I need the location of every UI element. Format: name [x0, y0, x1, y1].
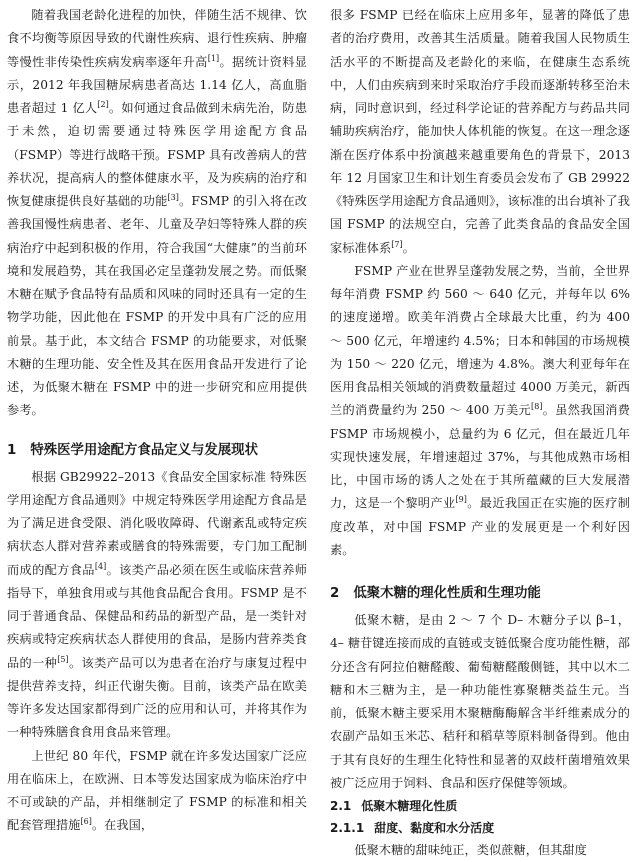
left-column	[7, 4, 307, 838]
section-2-heading	[330, 582, 630, 605]
citation-ref: [7]	[391, 239, 403, 249]
text-run: 。据统计资料显示，2012 年我国糖尿病患者高达 1.14 亿人，高血脂患者超过 1 亿人	[7, 54, 307, 115]
text-run: 上世纪 80 年代，FSMP 就在许多发达国家广泛应用在临床上，在欧洲、日本等发达国家成为临床治疗中不可或缺的产品，并相继制定了 FSMP 的标准和相关配套管理措施	[7, 748, 307, 833]
text-run: 随着我国老龄化进程的加快，伴随生活不规律、饮食不均衡等原因导致的代谢性疾病、退行性疾病、肿瘤等慢性非传染性疾病发病率逐年升高	[7, 8, 307, 69]
citation-ref: [1]	[207, 53, 220, 63]
subsection-number: 2.1	[330, 799, 352, 813]
text-run: 。如何通过食品做到未病先治，防患于未然，迫切需要通过特殊医学用途配方食品（FSMP）等进行战略干预。FSMP 具有改善病人的营养状况，提高病人的整体健康水平，及为疾病的治疗和恢复健康提供良好基础的功能	[7, 101, 307, 208]
text-run: 很多 FSMP 已经在临床上应用多年，显著的降低了患者的治疗费用，改善其生活质量。随着我国人民物质生活水平的不断提高及老龄化的来临，在健康生态系统中，人们由疾病到来时采取治疗手段而逐渐转移至治未病，同时意识到，经过科学论证的营养配方与药品共同辅助疾病治疗，能加快人体机能的恢复。在这一理念逐渐在医疗体系中扮演越来越重要角色的背景下，2013 年 12 月国家卫生和计划生育委员会发布了 GB 29922《特殊医学用途配方食品通则》，该标准的出台填补了我国 FSMP 的法规空白，完善了此类食品的食品安全国家标准体系	[330, 8, 630, 255]
subsection-2-1-1-heading	[330, 817, 630, 839]
continuation-paragraph	[330, 4, 630, 260]
intro-paragraph	[7, 4, 307, 423]
text-run: 。虽然我国消费 FSMP 市场规模小，总量约为 6 亿元，但在最近几年实现快速发展，年增速超过 37%，与其他成熟市场相比，中国市场的诱人之处在于其所蕴藏的巨大发展潜力，这是一个黎明产业	[330, 403, 630, 511]
text-run: 。	[402, 240, 415, 255]
citation-ref: [6]	[80, 817, 92, 827]
citation-ref: [9]	[455, 495, 467, 505]
section-1-paragraph-1	[7, 466, 307, 745]
text-run: 。FSMP 的引入将在改善我国慢性病患者、老年、儿童及孕妇等特殊人群的疾病治疗中起到积极的作用，符合我国“大健康”的当前环境和发展趋势，其在我国必定呈蓬勃发展之势。而低聚木糖在赋予食品特有品质和风味的同时还具有一定的生物学功能，因此他在 FSMP 的开发中具有广泛的应用前景。基于此，本文结合 FSMP 的功能要求，对低聚木糖的生理功能、安全性及其在医用食品开发进行了论述，为低聚木糖在 FSMP 中的进一步研究和应用提供参考。	[7, 194, 307, 418]
subsection-2-1-heading	[330, 795, 630, 817]
section-number: 2	[330, 586, 340, 601]
citation-ref: [5]	[57, 654, 69, 664]
section-title: 低聚木糖的理化性质和生理功能	[353, 586, 541, 601]
right-column	[330, 4, 630, 862]
text-run: 。最近我国正在实施的医疗制度改革，对中国 FSMP 产业的发展更是一个利好因素。	[330, 496, 631, 557]
section-number: 1	[7, 442, 17, 458]
text-run: 。该类产品必须在医生或临床营养师指导下，单独食用或与其他食品配合食用。FSMP 是不同于普通食品、保健品和药品的新型产品，是一类针对疾病或特定疾病状态人群使用的食品，是肠内营养类食品的一种	[7, 562, 307, 670]
subsection-title: 低聚木糖理化性质	[361, 799, 458, 813]
citation-ref: [4]	[94, 561, 107, 571]
text-run: FSMP 产业在世界呈蓬勃发展之势，当前，全世界每年消费 FSMP 约 560 ～ 640 亿元，并每年以 6% 的速度递增。欧美年消费占全球最大比重，约为 400 ～ 500 亿元，年增速约 4.5%；日本和韩国的市场规模为 150 ～ 220 亿元，增速为 4.8%。澳大利亚每年在医用食品相关领域的消费数量超过 4000 万美元，新西兰的消费量约为 250 ～ 400 万美元	[330, 263, 630, 418]
section-1-paragraph-2	[7, 745, 307, 838]
section-title: 特殊医学用途配方食品定义与发展现状	[30, 442, 258, 458]
text-run: 。该类产品可以为患者在治疗与康复过程中提供营养支持，纠正代谢失衡。目前，该类产品在欧美等许多发达国家都得到广泛的应用和认可，并将其作为一种特殊膳食食用食品来管理。	[7, 655, 308, 740]
citation-ref: [2]	[97, 99, 109, 109]
section-1-heading	[7, 439, 307, 462]
subsection-title: 甜度、黏度和水分活度	[374, 821, 495, 835]
text-run: 根据 GB29922–2013《食品安全国家标准 特殊医学用途配方食品通则》中规定特殊医学用途配方食品是为了满足进食受限、消化吸收障碍、代谢紊乱或特定疾病状态人群对营养素或膳食的特殊需要，专门加工配制而成的配方食品	[7, 469, 307, 577]
section-2-paragraph	[330, 609, 630, 795]
text-run: 低聚木糖的甜味纯正，类似蔗糖，但其甜度	[354, 843, 587, 857]
text-run: 。在我国，	[91, 818, 154, 833]
citation-ref: [8]	[531, 402, 543, 412]
citation-ref: [3]	[167, 192, 179, 202]
market-paragraph	[330, 260, 630, 562]
text-run: 低聚木糖，是由 2 ～ 7 个 D– 木糖分子以 β–1，4– 糖苷键连接而成的直链或支链低聚合度功能性糖，部分还含有阿拉伯糖醛酸、葡萄糖醛酸侧链，其中以木二糖和木三糖为主，是一种功能性寡聚糖类益生元。当前，低聚木糖主要采用木聚糖酶酶解含半纤维素成分的农副产品如玉米芯、秸秆和稻草等原料制备得到。他由于其有良好的生理生化特性和显著的双歧杆菌增殖效果被广泛应用于饲料、食品和医疗保健等领域。	[330, 613, 630, 790]
subsection-number: 2.1.1	[330, 821, 365, 835]
